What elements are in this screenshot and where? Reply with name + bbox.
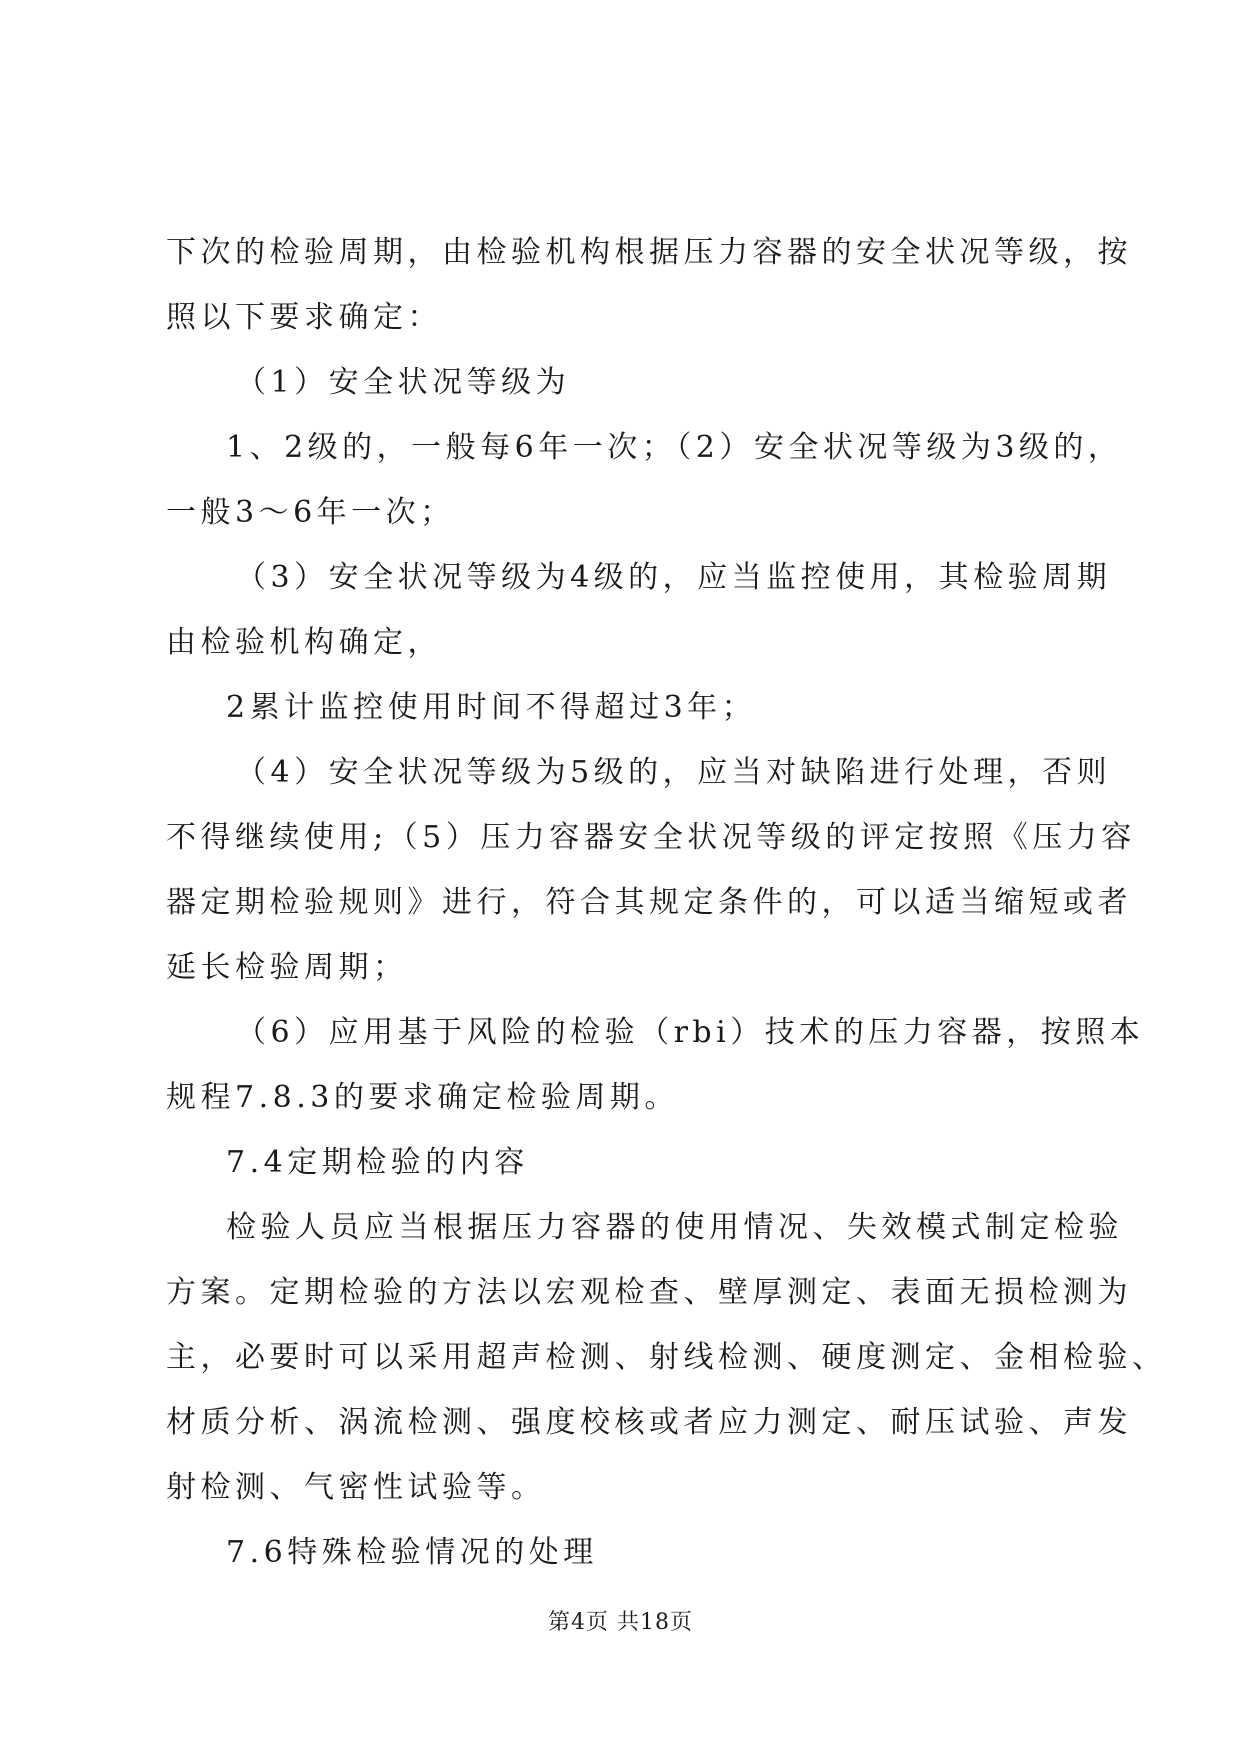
text-line: （4）安全状况等级为5级的，应当对缺陷进行处理，否则 bbox=[236, 755, 1112, 790]
text-line: （6）应用基于风险的检验（rbi）技术的压力容器，按照本 bbox=[236, 1015, 1145, 1050]
section-heading: 7.4定期检验的内容 bbox=[226, 1145, 529, 1180]
text-line: 一般3～6年一次； bbox=[166, 495, 455, 530]
text-line: （1）安全状况等级为 bbox=[236, 365, 571, 400]
text-line: 不得继续使用;（5）压力容器安全状况等级的评定按照《压力容 bbox=[166, 820, 1136, 855]
text-line: 2累计监控使用时间不得超过3年； bbox=[226, 690, 757, 725]
text-line: 主，必要时可以采用超声检测、射线检测、硬度测定、金相检验、 bbox=[166, 1340, 1167, 1375]
page-footer: 第4页 共18页 bbox=[548, 1610, 693, 1635]
text-line: 器定期检验规则》进行，符合其规定条件的，可以适当缩短或者 bbox=[166, 885, 1132, 920]
text-line: （3）安全状况等级为4级的，应当监控使用，其检验周期 bbox=[236, 560, 1112, 595]
text-line: 材质分析、涡流检测、强度校核或者应力测定、耐压试验、声发 bbox=[166, 1405, 1132, 1440]
text-line: 方案。定期检验的方法以宏观检查、壁厚测定、表面无损检测为 bbox=[166, 1275, 1132, 1310]
text-line: 下次的检验周期，由检验机构根据压力容器的安全状况等级，按 bbox=[166, 235, 1132, 270]
text-line: 照以下要求确定： bbox=[166, 300, 442, 335]
text-line: 射检测、气密性试验等。 bbox=[166, 1470, 546, 1505]
section-heading: 7.6特殊检验情况的处理 bbox=[226, 1535, 598, 1570]
text-line: 检验人员应当根据压力容器的使用情况、失效模式制定检验 bbox=[226, 1210, 1123, 1245]
text-line: 规程7.8.3的要求确定检验周期。 bbox=[166, 1080, 679, 1115]
text-line: 延长检验周期； bbox=[166, 950, 408, 985]
text-line: 由检验机构确定， bbox=[166, 625, 442, 660]
text-line: 1、2级的，一般每6年一次；（2）安全状况等级为3级的， bbox=[226, 430, 1123, 465]
